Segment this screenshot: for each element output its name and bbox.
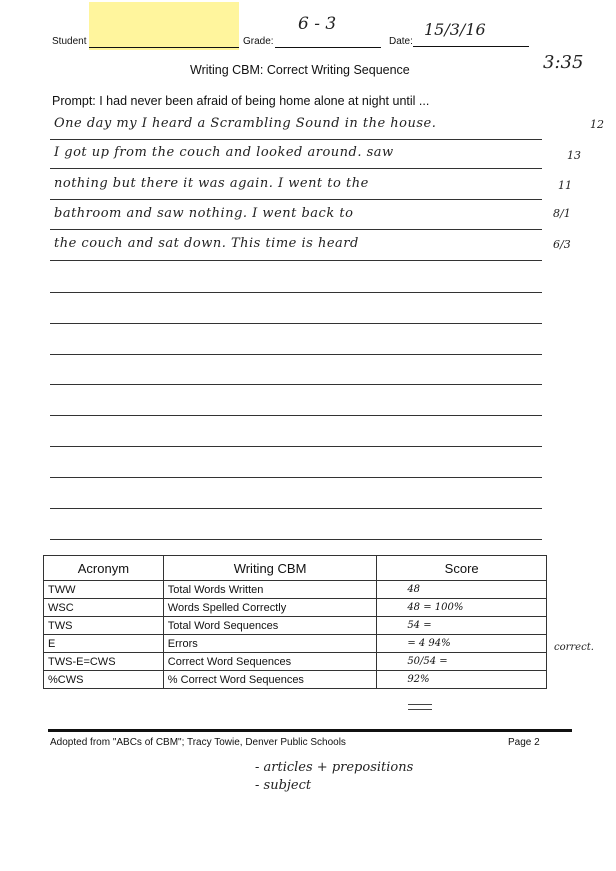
date-value: 15/3/16 bbox=[424, 20, 486, 39]
header-score: Score bbox=[377, 556, 547, 581]
line-2-score: 13 bbox=[567, 149, 581, 162]
score-cell: = 4 94% bbox=[377, 635, 547, 653]
score-cell: 50/54 = bbox=[377, 653, 547, 671]
rule-line bbox=[50, 168, 542, 169]
measure-cell: Total Words Written bbox=[163, 581, 377, 599]
handwritten-note-1: - articles + prepositions bbox=[255, 760, 414, 775]
measure-cell: Correct Word Sequences bbox=[163, 653, 377, 671]
line-5-score: 6/3 bbox=[553, 238, 571, 251]
student-field-line bbox=[89, 47, 239, 48]
acronym-cell: E bbox=[44, 635, 164, 653]
writing-line-1: One day my I heard a Scrambling Sound in the house. bbox=[54, 116, 437, 131]
rule-line bbox=[50, 477, 542, 478]
score-cell: 48 bbox=[377, 581, 547, 599]
page-title: Writing CBM: Correct Writing Sequence bbox=[190, 63, 410, 77]
rule-line bbox=[50, 229, 542, 230]
acronym-cell: TWS-E=CWS bbox=[44, 653, 164, 671]
rule-line bbox=[50, 384, 542, 385]
table-row bbox=[44, 635, 547, 653]
writing-line-4: bathroom and saw nothing. I went back to bbox=[54, 206, 354, 221]
grade-label: Grade: bbox=[243, 36, 274, 47]
measure-cell: Words Spelled Correctly bbox=[163, 599, 377, 617]
rule-line bbox=[50, 539, 542, 540]
score-cell: 48 = 100% bbox=[377, 599, 547, 617]
student-name-highlight bbox=[89, 2, 239, 50]
writing-line-3: nothing but there it was again. I went to the bbox=[54, 176, 369, 191]
rule-line bbox=[50, 446, 542, 447]
line-3-score: 11 bbox=[558, 179, 572, 192]
writing-line-2: I got up from the couch and looked around. saw bbox=[54, 145, 394, 160]
measure-cell: Total Word Sequences bbox=[163, 617, 377, 635]
footer-credit: Adopted from "ABCs of CBM"; Tracy Towie, Denver Public Schools bbox=[50, 737, 346, 748]
acronym-cell: WSC bbox=[44, 599, 164, 617]
table-row bbox=[44, 653, 547, 671]
acronym-cell: TWW bbox=[44, 581, 164, 599]
table-row bbox=[44, 671, 547, 689]
grade-field-line bbox=[275, 47, 381, 48]
time-note: 3:35 bbox=[543, 52, 584, 73]
header-acronym: Acronym bbox=[44, 556, 164, 581]
double-underline-mark bbox=[408, 704, 432, 710]
rule-line bbox=[50, 139, 542, 140]
writing-prompt: Prompt: I had never been afraid of being home alone at night until ... bbox=[52, 94, 430, 108]
rule-line bbox=[50, 260, 542, 261]
measure-cell: % Correct Word Sequences bbox=[163, 671, 377, 689]
grade-value: 6 - 3 bbox=[298, 14, 337, 34]
student-label: Student bbox=[52, 36, 87, 47]
footer-rule bbox=[48, 729, 572, 732]
table-margin-note: correct. bbox=[554, 642, 594, 653]
rule-line bbox=[50, 323, 542, 324]
acronym-cell: TWS bbox=[44, 617, 164, 635]
header-writing-cbm: Writing CBM bbox=[163, 556, 377, 581]
table-row bbox=[44, 581, 547, 599]
rule-line bbox=[50, 415, 542, 416]
table-header-row bbox=[44, 556, 547, 581]
rule-line bbox=[50, 199, 542, 200]
score-cell: 54 = bbox=[377, 617, 547, 635]
score-cell: 92% bbox=[377, 671, 547, 689]
score-table bbox=[43, 555, 547, 689]
date-label: Date: bbox=[389, 36, 413, 47]
handwritten-note-2: - subject bbox=[255, 778, 312, 793]
acronym-cell: %CWS bbox=[44, 671, 164, 689]
rule-line bbox=[50, 508, 542, 509]
writing-line-5: the couch and sat down. This time is heard bbox=[54, 236, 359, 251]
table-row bbox=[44, 617, 547, 635]
date-field-line bbox=[413, 46, 529, 47]
line-4-score: 8/1 bbox=[553, 207, 571, 220]
rule-line bbox=[50, 292, 542, 293]
measure-cell: Errors bbox=[163, 635, 377, 653]
line-1-score: 12 bbox=[590, 118, 604, 131]
table-row bbox=[44, 599, 547, 617]
rule-line bbox=[50, 354, 542, 355]
page-number: Page 2 bbox=[508, 737, 540, 748]
